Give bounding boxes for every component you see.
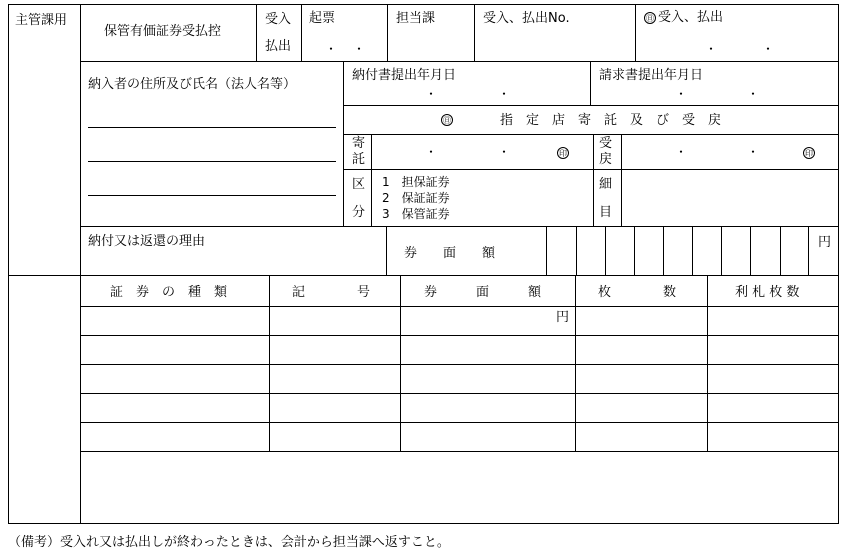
reason-label: 納付又は返還の理由: [88, 234, 206, 249]
category-item-1: 1 担保証券: [382, 175, 450, 189]
address-line-1: [88, 127, 336, 128]
table-row-line-2: [80, 364, 839, 365]
mid-div: [593, 134, 594, 227]
return-div: [621, 134, 622, 227]
amount-start: [546, 226, 547, 276]
payer-right: [343, 61, 344, 227]
digit-7: [750, 226, 751, 276]
hline-2: [301, 4, 302, 62]
table-col-3: [575, 275, 576, 452]
designated-label: 指 定 店 寄 託 及 び 受 戻: [500, 113, 722, 128]
deposit-label-1: 寄: [352, 136, 366, 151]
frame-left: [8, 4, 9, 524]
address-line-3: [88, 195, 336, 196]
receive-date-dot-1: ・: [705, 42, 718, 56]
receive-label: 受入: [265, 12, 292, 27]
designated-bottom: [343, 134, 839, 135]
hline-5: [635, 4, 636, 62]
col-header-symbol: 記 号: [292, 285, 371, 300]
digit-2: [605, 226, 606, 276]
table-row-line-5: [80, 451, 839, 452]
deposit-stamp-icon: 印: [559, 149, 567, 158]
claim-date-dot-2: ・: [747, 87, 760, 101]
payer-bottom: [80, 226, 839, 227]
table-header-bottom: [80, 306, 839, 307]
date-seal-icon: ㊐: [646, 14, 654, 23]
hline-3: [387, 4, 388, 62]
digit-3: [634, 226, 635, 276]
payer-label: 納入者の住所及び氏名（法人名等）: [88, 77, 297, 92]
digit-1: [576, 226, 577, 276]
delivery-date-dot-2: ・: [498, 87, 511, 101]
deposit-date-dot-2: ・: [498, 145, 511, 159]
claim-doc-date-label: 請求書提出年月日: [599, 68, 704, 83]
col-header-face-amount: 券 面 額: [424, 285, 542, 300]
reason-bottom: [8, 275, 839, 276]
person-in-charge-label: 担当課: [396, 11, 436, 26]
deposit-label-2: 託: [352, 152, 366, 167]
category-item-3: 3 保管証券: [382, 207, 450, 221]
draft-date-dot-1: ・: [325, 42, 338, 56]
dates-divider: [590, 61, 591, 106]
digit-4: [663, 226, 664, 276]
category-label-2: 分: [352, 205, 366, 220]
reason-div: [386, 226, 387, 276]
delivery-doc-date-label: 納付書提出年月日: [352, 68, 457, 83]
hline-1: [256, 4, 257, 62]
deposit-bottom: [343, 169, 839, 170]
pay-label: 払出: [265, 39, 292, 54]
return-stamp-icon: 印: [805, 149, 813, 158]
deposit-date-dot-1: ・: [425, 145, 438, 159]
detail-label-1: 細: [599, 177, 613, 192]
return-label-2: 戻: [599, 152, 613, 167]
claim-date-dot-1: ・: [675, 87, 688, 101]
digit-5: [692, 226, 693, 276]
category-label-1: 区: [352, 177, 366, 192]
return-date-dot-2: ・: [747, 145, 760, 159]
col-header-coupons: 利 札 枚 数: [735, 285, 800, 300]
detail-label-2: 目: [599, 205, 613, 220]
receive-pay-no-label: 受入、払出No.: [483, 11, 570, 26]
table-row-line-3: [80, 393, 839, 394]
form-title: 保管有価証券受払控: [104, 24, 222, 39]
digit-9: [808, 226, 809, 276]
receive-date-dot-2: ・: [762, 42, 775, 56]
frame-right: [838, 4, 839, 524]
return-date-dot-1: ・: [675, 145, 688, 159]
frame-top: [8, 4, 839, 5]
table-yen: 円: [556, 310, 570, 325]
designated-seal-icon: ㊐: [443, 116, 451, 125]
table-row-line-4: [80, 422, 839, 423]
draft-label: 起票: [309, 11, 336, 26]
table-col-2: [400, 275, 401, 452]
deposit-div: [371, 134, 372, 227]
face-amount-label: 券 面 額: [404, 246, 496, 261]
col-header-count: 枚 数: [598, 285, 677, 300]
draft-date-dot-2: ・: [353, 42, 366, 56]
digit-8: [780, 226, 781, 276]
table-col-1: [269, 275, 270, 452]
receive-pay-date-label: 受入、払出: [658, 10, 724, 25]
side-divider: [80, 4, 81, 524]
delivery-date-dot-1: ・: [425, 87, 438, 101]
address-line-2: [88, 161, 336, 162]
hline-4: [474, 4, 475, 62]
header-bottom: [80, 61, 839, 62]
table-col-4: [707, 275, 708, 452]
side-label: 主管課用: [15, 13, 68, 28]
digit-6: [721, 226, 722, 276]
amount-yen: 円: [818, 235, 832, 250]
return-label-1: 受: [599, 136, 613, 151]
frame-bottom: [8, 523, 839, 524]
dates-bottom: [343, 105, 839, 106]
category-item-2: 2 保証証券: [382, 191, 450, 205]
table-row-line-1: [80, 335, 839, 336]
col-header-type: 証 券 の 種 類: [110, 285, 228, 300]
footer-note: （備考）受入れ又は払出しが終わったときは、会計から担当課へ返すこと。: [8, 535, 450, 550]
